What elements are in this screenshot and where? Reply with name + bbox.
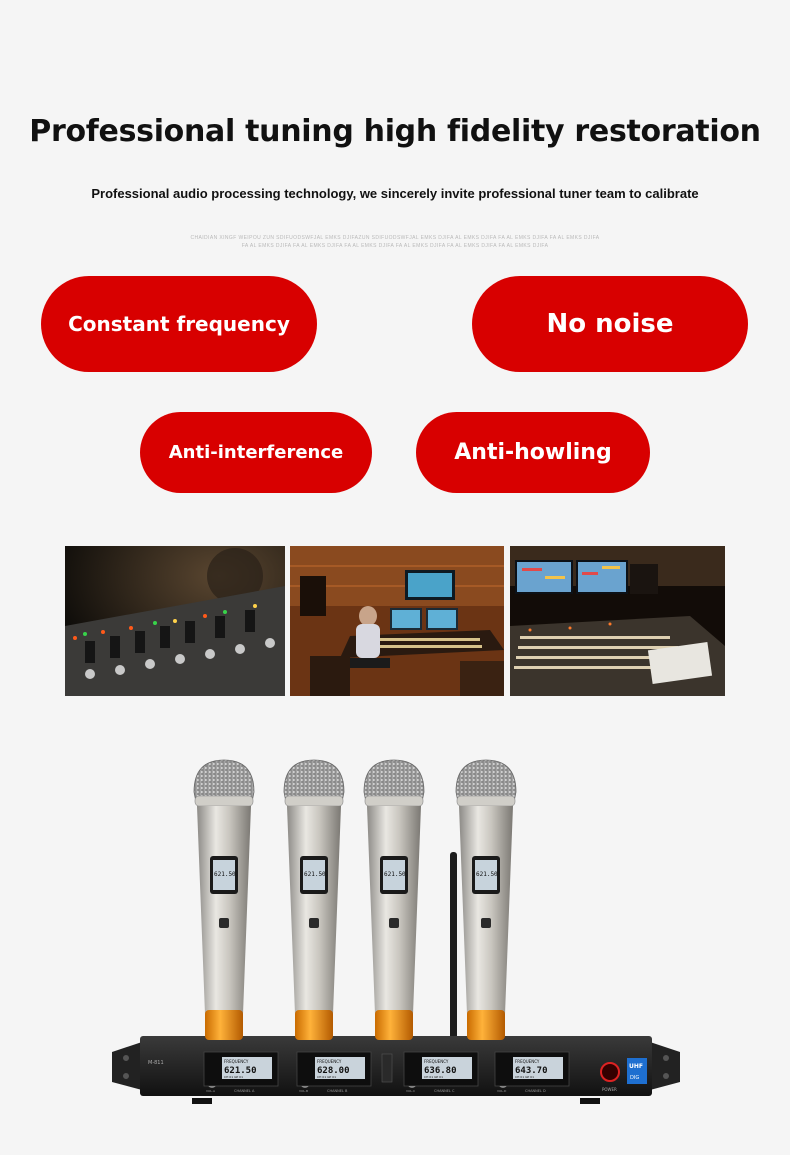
channel-name: CHANNEL B bbox=[327, 1089, 348, 1093]
fine-print-line-2: FA AL EMKS DJIFA FA AL EMKS DJIFA FA AL EMKS DJIFA FA AL EMKS DJIFA FA AL EMKS DJIFA FA AL EMKS DJIFA bbox=[241, 243, 549, 249]
feature-pill-constant-frequency bbox=[41, 276, 317, 372]
channel-ch-gp: CH 01 GP 01 bbox=[515, 1075, 534, 1079]
mic-power-button-icon bbox=[389, 918, 399, 928]
mic-power-button-icon bbox=[309, 918, 319, 928]
volume-knob-label: VOL.D bbox=[497, 1089, 507, 1093]
volume-knob-label: VOL.A bbox=[206, 1089, 216, 1093]
feature-label: No noise bbox=[546, 309, 674, 339]
photo-console-room bbox=[510, 546, 725, 696]
handheld-mic-3 bbox=[364, 760, 424, 1040]
handheld-mic-2 bbox=[284, 760, 344, 1040]
mic-screen-frequency: 621.50 bbox=[384, 871, 406, 878]
uhf-badge: UHF bbox=[629, 1063, 643, 1070]
channel-frequency-value: 643.70 bbox=[515, 1066, 548, 1076]
channel-frequency-label: FREQUENCY bbox=[224, 1059, 249, 1064]
mic-power-button-icon bbox=[481, 918, 491, 928]
channel-name: CHANNEL D bbox=[525, 1089, 546, 1093]
mic-power-button-icon bbox=[219, 918, 229, 928]
channel-frequency-value: 636.80 bbox=[424, 1066, 457, 1076]
headline: Professional tuning high fidelity restoration bbox=[29, 114, 761, 149]
band-sub-label: DIG bbox=[630, 1075, 640, 1081]
handheld-mic-1 bbox=[194, 760, 254, 1040]
channel-ch-gp: CH 01 GP 01 bbox=[224, 1075, 243, 1079]
channel-frequency-label: FREQUENCY bbox=[515, 1059, 540, 1064]
photo-studio-engineer bbox=[290, 546, 504, 696]
receiver-model-label: M-811 bbox=[148, 1060, 164, 1066]
channel-frequency-label: FREQUENCY bbox=[424, 1059, 449, 1064]
fine-print-line-1: CHAIDIAN XINGF WEIPOU ZUN SDIFUODSWFJAL EMKS DJIFAZUN SDIFUODSWFJAL EMKS DJIFA AL EMKS DJIFA FA AL EMKS DJIFA FA AL EMKS DJIFA bbox=[190, 235, 600, 241]
feature-pill-no-noise bbox=[472, 276, 748, 372]
mic-screen-frequency: 621.50 bbox=[214, 871, 236, 878]
channel-name: CHANNEL C bbox=[434, 1089, 455, 1093]
ir-sync-window bbox=[382, 1054, 392, 1082]
power-button-icon[interactable] bbox=[601, 1063, 619, 1081]
volume-knob-label: VOL.C bbox=[406, 1089, 416, 1093]
feature-label: Anti-interference bbox=[168, 442, 344, 463]
channel-frequency-label: FREQUENCY bbox=[317, 1059, 342, 1064]
mic-screen-frequency: 621.50 bbox=[476, 871, 498, 878]
volume-knob-label: VOL.B bbox=[299, 1089, 309, 1093]
feature-label: Constant frequency bbox=[68, 312, 290, 336]
channel-ch-gp: CH 01 GP 01 bbox=[424, 1075, 443, 1079]
feature-pill-anti-interference bbox=[140, 412, 372, 493]
subheadline: Professional audio processing technology, we sincerely invite professional tuner team to calibrate bbox=[91, 186, 699, 201]
channel-ch-gp: CH 01 GP 01 bbox=[317, 1075, 336, 1079]
channel-frequency-value: 628.00 bbox=[317, 1066, 350, 1076]
photo-mixer-closeup bbox=[65, 546, 285, 696]
feature-pill-anti-howling bbox=[416, 412, 650, 493]
channel-name: CHANNEL A bbox=[234, 1089, 255, 1093]
handheld-mic-4 bbox=[456, 760, 516, 1040]
channel-frequency-value: 621.50 bbox=[224, 1066, 257, 1076]
feature-label: Anti-howling bbox=[454, 440, 612, 465]
product-wireless-mic-system bbox=[112, 752, 680, 1112]
mic-screen-frequency: 621.50 bbox=[304, 871, 326, 878]
power-label: POWER bbox=[602, 1087, 617, 1092]
